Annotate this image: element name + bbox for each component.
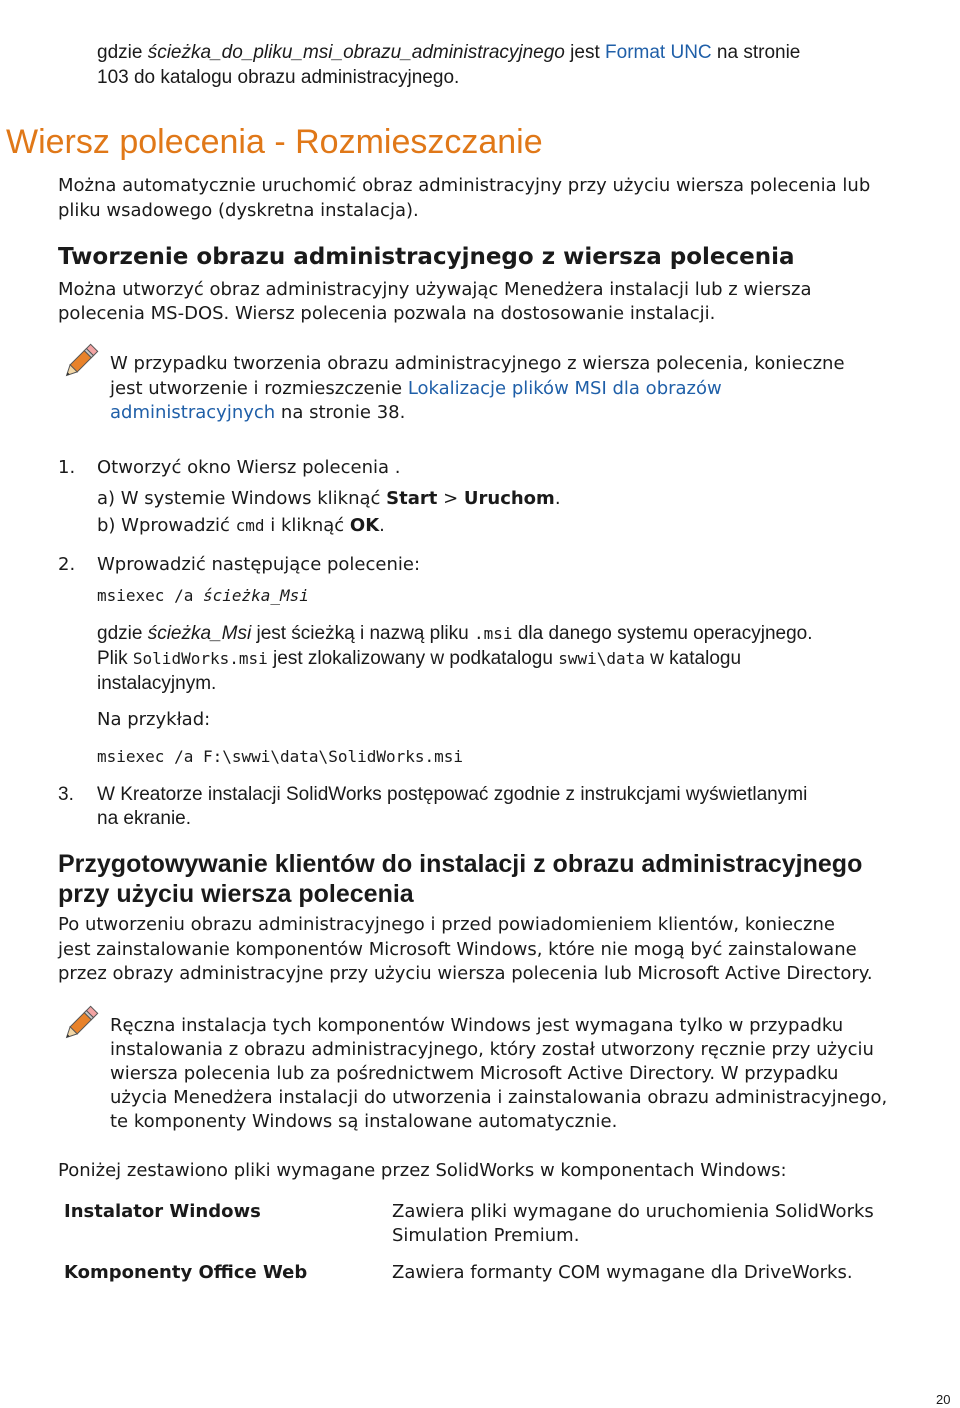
step-2-file-line-2: instalacyjnym. [97, 673, 217, 694]
intro-line-2: 103 do katalogu obrazu administracyjnego. [97, 67, 460, 88]
section-para-line-1: Można automatycznie uruchomić obraz administracyjny przy użyciu wiersza polecenia lub [58, 175, 871, 196]
section-heading: Wiersz polecenia - Rozmieszczanie [6, 123, 543, 161]
note2-line-5: te komponenty Windows są instalowane automatycznie. [110, 1111, 618, 1132]
note2-line-1: Ręczna instalacja tych komponentów Windows jest wymagana tylko w przypadku [110, 1015, 844, 1036]
table-row-desc-cont: Simulation Premium. [392, 1225, 580, 1246]
step-3-line-2: na ekranie. [97, 808, 192, 829]
msi-locations-link[interactable]: Lokalizacje plików MSI dla obrazów [407, 378, 722, 399]
step-2-number: 2. [58, 554, 76, 575]
subsection-heading-1: Tworzenie obrazu administracyjnego z wiersza polecenia [58, 244, 795, 270]
subsection1-line-1: Można utworzyć obraz administracyjny używając Menedżera instalacji lub z wiersza [58, 279, 812, 300]
step-2-where: gdzie ścieżka_Msi jest ścieżką i nazwą pliku .msi dla danego systemu operacyjnego. [97, 623, 813, 644]
subsection-heading-2-line-2: przy użyciu wiersza polecenia [58, 880, 414, 908]
subsection2-line-1: Po utworzeniu obrazu administracyjnego i przed powiadomieniem klientów, konieczne [58, 914, 835, 935]
table-row-name: Komponenty Office Web [64, 1262, 308, 1283]
table-row-desc: Zawiera formanty COM wymagane dla DriveWorks. [392, 1262, 853, 1283]
unc-format-link[interactable]: Format UNC [605, 42, 712, 63]
step-2-command: msiexec /a ścieżka_Msi [97, 586, 309, 605]
page-number: 20 [936, 1392, 951, 1407]
pencil-icon [58, 340, 102, 384]
step-1-text: Otworzyć okno Wiersz polecenia . [97, 457, 401, 478]
note2-line-4: użycia Menedżera instalacji do utworzenia i zainstalowania obrazu administracyjnego, [110, 1087, 888, 1108]
msi-locations-link-cont[interactable]: administracyjnych [110, 402, 276, 423]
step-1a: a) W systemie Windows kliknąć Start > Uruchom. [97, 488, 561, 509]
step-1-number: 1. [58, 457, 76, 478]
subsection2-line-3: przez obrazy administracyjne przy użyciu wiersza polecenia lub Microsoft Active Directory. [58, 963, 873, 984]
step-3-number: 3. [58, 784, 74, 805]
note1-line-3: administracyjnych na stronie 38. [110, 402, 406, 423]
section-para-line-2: pliku wsadowego (dyskretna instalacja). [58, 200, 419, 221]
step-1b: b) Wprowadzić cmd i kliknąć OK. [97, 515, 385, 536]
step-2-example-command: msiexec /a F:\swwi\data\SolidWorks.msi [97, 747, 464, 766]
note1-line-1: W przypadku tworzenia obrazu administracyjnego z wiersza polecenia, konieczne [110, 353, 845, 374]
step-3-line-1: W Kreatorze instalacji SolidWorks postępować zgodnie z instrukcjami wyświetlanymi [97, 784, 808, 805]
intro-line-1: gdzie ścieżka_do_pliku_msi_obrazu_administracyjnego jest Format UNC na stronie [97, 42, 801, 63]
note2-line-2: instalowania z obrazu administracyjnego, który został utworzony ręcznie przy użyciu [110, 1039, 874, 1060]
note2-line-3: wiersza polecenia lub za pośrednictwem Microsoft Active Directory. W przypadku [110, 1063, 839, 1084]
step-2-example-label: Na przykład: [97, 709, 211, 730]
subsection1-line-2: polecenia MS-DOS. Wiersz polecenia pozwala na dostosowanie instalacji. [58, 303, 716, 324]
subsection2-line-2: jest zainstalowanie komponentów Microsoft Windows, które nie mogą być zainstalowane [58, 939, 857, 960]
subsection-heading-2-line-1: Przygotowywanie klientów do instalacji z obrazu administracyjnego [58, 850, 863, 878]
table-row-name: Instalator Windows [64, 1201, 261, 1222]
note1-line-2: jest utworzenie i rozmieszczenie Lokalizacje plików MSI dla obrazów [110, 378, 722, 399]
step-2-file: Plik SolidWorks.msi jest zlokalizowany w podkatalogu swwi\data w katalogu [97, 648, 742, 669]
pencil-icon [58, 1002, 102, 1046]
step-2-text: Wprowadzić następujące polecenie: [97, 554, 421, 575]
table-row-desc: Zawiera pliki wymagane do uruchomienia SolidWorks [392, 1201, 874, 1222]
files-intro: Poniżej zestawiono pliki wymagane przez SolidWorks w komponentach Windows: [58, 1160, 787, 1181]
